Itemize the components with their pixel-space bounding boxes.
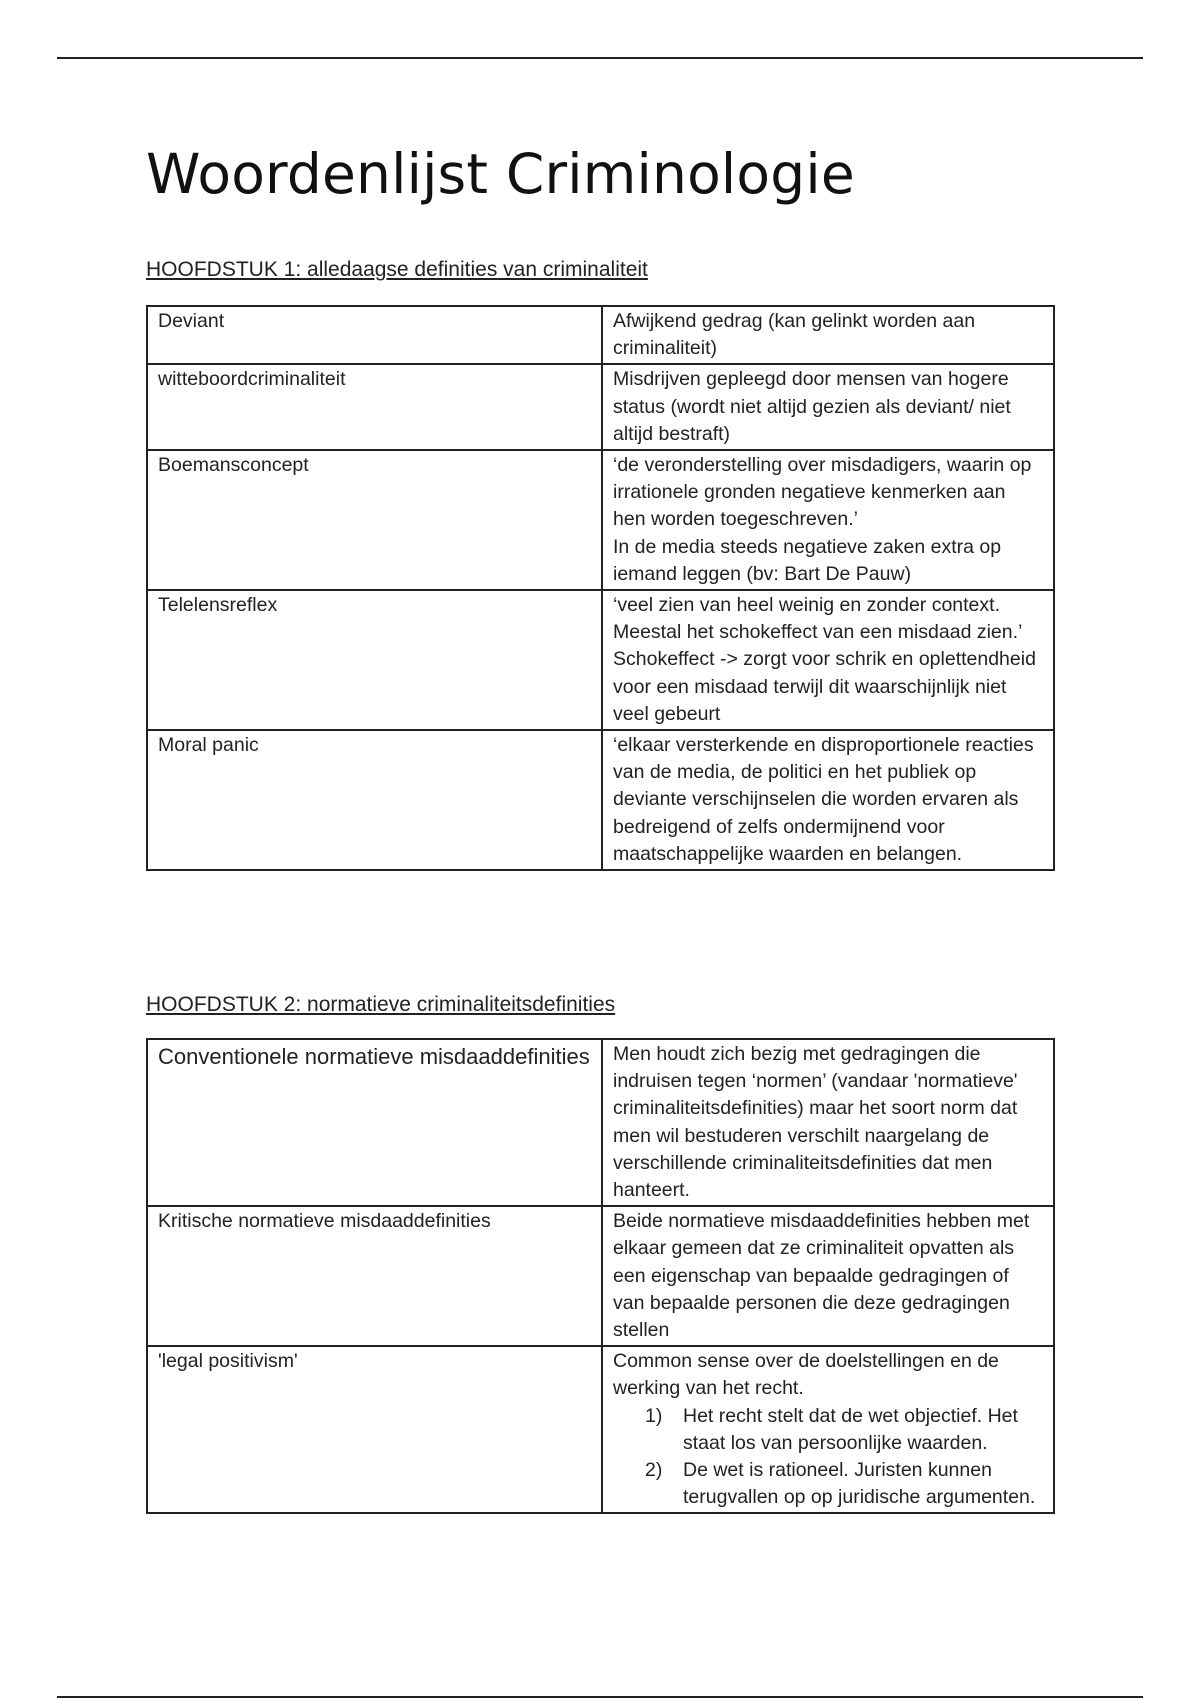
definition-cell: ‘elkaar versterkende en disproportionele reacties van de media, de politici en het publiek op deviante verschijnselen die worden ervaren als bedreigend of zelfs ondermijnend voor maatschappelijke waarden en belangen. (602, 730, 1054, 870)
table-row (147, 306, 1054, 364)
definition-cell: Men houdt zich bezig met gedragingen die indruisen tegen ‘normen’ (vandaar 'normatieve' criminaliteitsdefinities) maar het soort norm dat men wil bestuderen verschilt naargelang de verschillende criminaliteitsdefinities dat men hanteert. (602, 1039, 1054, 1206)
list-item (645, 1403, 1043, 1457)
term-cell: witteboordcriminaliteit (147, 364, 602, 450)
definition-cell: Misdrijven gepleegd door mensen van hogere status (wordt niet altijd gezien als deviant/ niet altijd bestraft) (602, 364, 1054, 450)
chapter1-heading: HOOFDSTUK 1: alledaagse definities van criminaliteit (146, 258, 648, 281)
term-cell: Deviant (147, 306, 602, 364)
definition-text: Common sense over de doelstellingen en de werking van het recht. (613, 1350, 999, 1400)
term-cell: 'legal positivism' (147, 1346, 602, 1513)
definition-cell (602, 590, 1054, 730)
table-row (147, 1039, 1054, 1206)
definition-cell (602, 1346, 1054, 1513)
list-number: 2) (645, 1459, 663, 1482)
list-number: 1) (645, 1404, 663, 1427)
list-item (645, 1457, 1043, 1511)
definition-cell: Beide normatieve misdaaddefinities hebben met elkaar gemeen dat ze criminaliteit opvatten als een eigenschap van bepaalde gedragingen of van bepaalde personen die deze gedragingen stellen (602, 1206, 1054, 1346)
table-row (147, 1206, 1054, 1346)
table-row (147, 364, 1054, 450)
definition-note: Schokeffect -> zorgt voor schrik en oplettendheid voor een misdaad terwijl dit waarschijnlijk niet veel gebeurt (613, 648, 1036, 725)
term-cell: Boemansconcept (147, 450, 602, 590)
term-cell: Kritische normatieve misdaaddefinities (147, 1206, 602, 1346)
chapter2-heading: HOOFDSTUK 2: normatieve criminaliteitsdefinities (146, 993, 616, 1016)
numbered-list (613, 1403, 1043, 1512)
term-cell: Moral panic (147, 730, 602, 870)
table-row (147, 590, 1054, 730)
chapter1-table (146, 305, 1055, 871)
page-title: Woordenlijst Criminologie (146, 142, 855, 206)
definition-text: ‘veel zien van heel weinig en zonder context. Meestal het schokeffect van een misdaad zien.’ (613, 594, 1023, 644)
list-text: Het recht stelt dat de wet objectief. Het staat los van persoonlijke waarden. (683, 1404, 1018, 1454)
definition-note: In de media steeds negatieve zaken extra op iemand leggen (bv: Bart De Pauw) (613, 535, 1002, 585)
definition-text: ‘de veronderstelling over misdadigers, waarin op irrationele gronden negatieve kenmerken aan hen worden toegeschreven.’ (613, 454, 1032, 531)
definition-cell: Afwijkend gedrag (kan gelinkt worden aan criminaliteit) (602, 306, 1054, 364)
footer-rule (57, 1696, 1143, 1698)
term-cell: Telelensreflex (147, 590, 602, 730)
header-rule (57, 57, 1143, 59)
definition-cell (602, 450, 1054, 590)
table-row (147, 1346, 1054, 1513)
table-row (147, 730, 1054, 870)
table-row (147, 450, 1054, 590)
term-cell: Conventionele normatieve misdaaddefinities (147, 1039, 602, 1206)
list-text: De wet is rationeel. Juristen kunnen terugvallen op op juridische argumenten. (683, 1459, 1036, 1509)
chapter2-table (146, 1038, 1055, 1514)
